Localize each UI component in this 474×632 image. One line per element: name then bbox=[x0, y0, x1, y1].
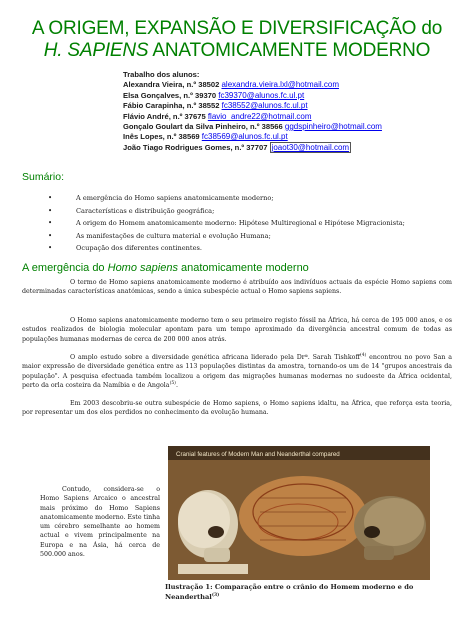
summary-list bbox=[40, 192, 470, 255]
citation-ref: (3) bbox=[211, 592, 220, 598]
section-heading-pre: A emergência do bbox=[22, 262, 108, 274]
figure-caption bbox=[165, 582, 465, 602]
summary-item-text: Características e distribuição geográfica; bbox=[76, 206, 215, 215]
paragraph-3-rest: encontrou no povo San a maior expressão de diversidade genética entre as 113 populações distintas da amostra, tornando-os um de 14 "grupos ancestrais da população". A pesquisa efectuada também localizou a origem das migrações humanas modernas no sudoeste da África ocidental, perto da orla costeira da Namíbia e de Angola bbox=[22, 354, 452, 389]
title-line-2-rest: ANATOMICAMENTE MODERNO bbox=[148, 40, 431, 61]
skull-comparison-figure bbox=[168, 446, 430, 580]
author-row bbox=[123, 101, 468, 111]
author-email-link[interactable]: ggdspinheiro@hotmail.com bbox=[284, 122, 382, 132]
author-name: Alexandra Vieira, n.º 38502 bbox=[123, 80, 220, 90]
paragraph-4-text: Em 2003 descobriu-se outra subespécie de Homo sapiens, o Homo sapiens idaltu, na África, que reforça esta teoria, por representar um dos elos perdidos no conhecimento da evolução humana. bbox=[22, 400, 452, 417]
bullet-icon: • bbox=[48, 206, 53, 215]
author-email-link[interactable]: flavio_andre22@hotmail.com bbox=[207, 111, 312, 121]
summary-item-text: Ocupação dos diferentes continentes. bbox=[76, 244, 202, 252]
summary-item bbox=[40, 192, 470, 205]
title-line-1: A ORIGEM, EXPANSÃO E DIVERSIFICAÇÃO do bbox=[31, 18, 443, 39]
skull-illustration bbox=[168, 446, 430, 580]
paragraph-5: Contudo, considera-se o Homo Sapiens Arcaico o ancestral mais próximo do Homo Sapiens anatomicamente moderno. Este tinha um cérebro semelhante ao homem actual e vivem principalmente na Europa e na Ásia, há cerca de 500.000 anos. bbox=[40, 486, 160, 559]
author-list bbox=[123, 70, 468, 153]
author-name: Fábio Carapinha, n.º 38552 bbox=[123, 101, 220, 111]
author-email-link[interactable]: fc39370@alunos.fc.ul.pt bbox=[218, 90, 305, 100]
paragraph-3-end: . bbox=[175, 381, 178, 389]
author-name: Inês Lopes, n.º 38569 bbox=[123, 132, 200, 142]
paragraph-2: O Homo sapiens anatomicamente moderno tem o seu primeiro registo fóssil na África, há cerca de 195 000 anos, e os estudos realizados de biologia molecular apontam para um tempo aproximado da divergência ancestral comum de todas as populações humanas modernas de cerca de 200 000 anos atrás. bbox=[22, 317, 452, 343]
summary-item bbox=[40, 217, 470, 230]
paragraph-4-intro bbox=[22, 399, 452, 418]
author-email-link[interactable]: fc38569@alunos.fc.ul.pt bbox=[201, 132, 288, 142]
bullet-icon: • bbox=[48, 219, 53, 227]
citation-ref: (4) bbox=[359, 352, 367, 358]
author-row bbox=[123, 122, 468, 132]
author-name: Elsa Gonçalves, n.º 39370 bbox=[123, 90, 217, 100]
author-name: João Tiago Rodrigues Gomes, n.º 37707 bbox=[123, 142, 268, 152]
author-name: Flávio André, n.º 37675 bbox=[123, 111, 206, 121]
paragraph-3-text: O amplo estudo sobre a diversidade genética africana liderado pela Drª. Sarah Tishkoff bbox=[70, 354, 360, 361]
title-line-2 bbox=[0, 40, 474, 62]
author-name: Gonçalo Goulart da Silva Pinheiro, n.º 38566 bbox=[123, 122, 283, 132]
section-heading-species: Homo sapiens bbox=[107, 262, 178, 274]
summary-item-text: As manifestações de cultura material e evolução Humana; bbox=[76, 231, 271, 240]
author-row bbox=[123, 143, 468, 153]
author-row bbox=[123, 80, 468, 90]
author-email-link[interactable]: fc38552@alunos.fc.ul.pt bbox=[221, 101, 308, 111]
bullet-icon: • bbox=[48, 231, 53, 240]
figure-caption-text: Ilustração 1: Comparação entre o crânio do Homem moderno e do Neanderthal bbox=[165, 583, 414, 601]
author-row bbox=[123, 112, 468, 122]
section-heading bbox=[22, 262, 309, 275]
section-heading-post: anatomicamente moderno bbox=[177, 262, 309, 274]
author-heading: Trabalho dos alunos: bbox=[123, 70, 200, 79]
paragraph-3 bbox=[22, 353, 452, 390]
bullet-icon: • bbox=[48, 194, 53, 202]
author-email-link[interactable]: alexandra.vieira.lxl@hotmail.com bbox=[221, 80, 339, 90]
title-species: H. SAPIENS bbox=[43, 40, 149, 61]
author-row bbox=[123, 91, 468, 101]
document-title bbox=[0, 18, 474, 62]
summary-item-text: A emergência do Homo sapiens anatomicamente moderno; bbox=[76, 194, 274, 202]
figure-banner: Cranial features of Modern Man and Neanderthal compared bbox=[176, 451, 340, 458]
summary-item-text: A origem do Homem anatomicamente moderno: Hipótese Multiregional e Hipótese Migracionista; bbox=[76, 219, 405, 227]
summary-item bbox=[40, 205, 470, 218]
summary-item bbox=[40, 242, 470, 255]
author-email-link[interactable]: joaot30@hotmail.com bbox=[271, 142, 350, 152]
summary-heading: Sumário: bbox=[22, 171, 65, 183]
summary-item bbox=[40, 230, 470, 243]
paragraph-1: O termo de Homo sapiens anatomicamente moderno é atribuído aos indivíduos actuais da espécie Homo sapiens com determinadas características anatómicas, sendo a única subespécie actual o Homo sapiens sapiens. bbox=[22, 279, 452, 296]
citation-ref: (5) bbox=[169, 380, 176, 386]
bullet-icon: • bbox=[48, 244, 53, 252]
